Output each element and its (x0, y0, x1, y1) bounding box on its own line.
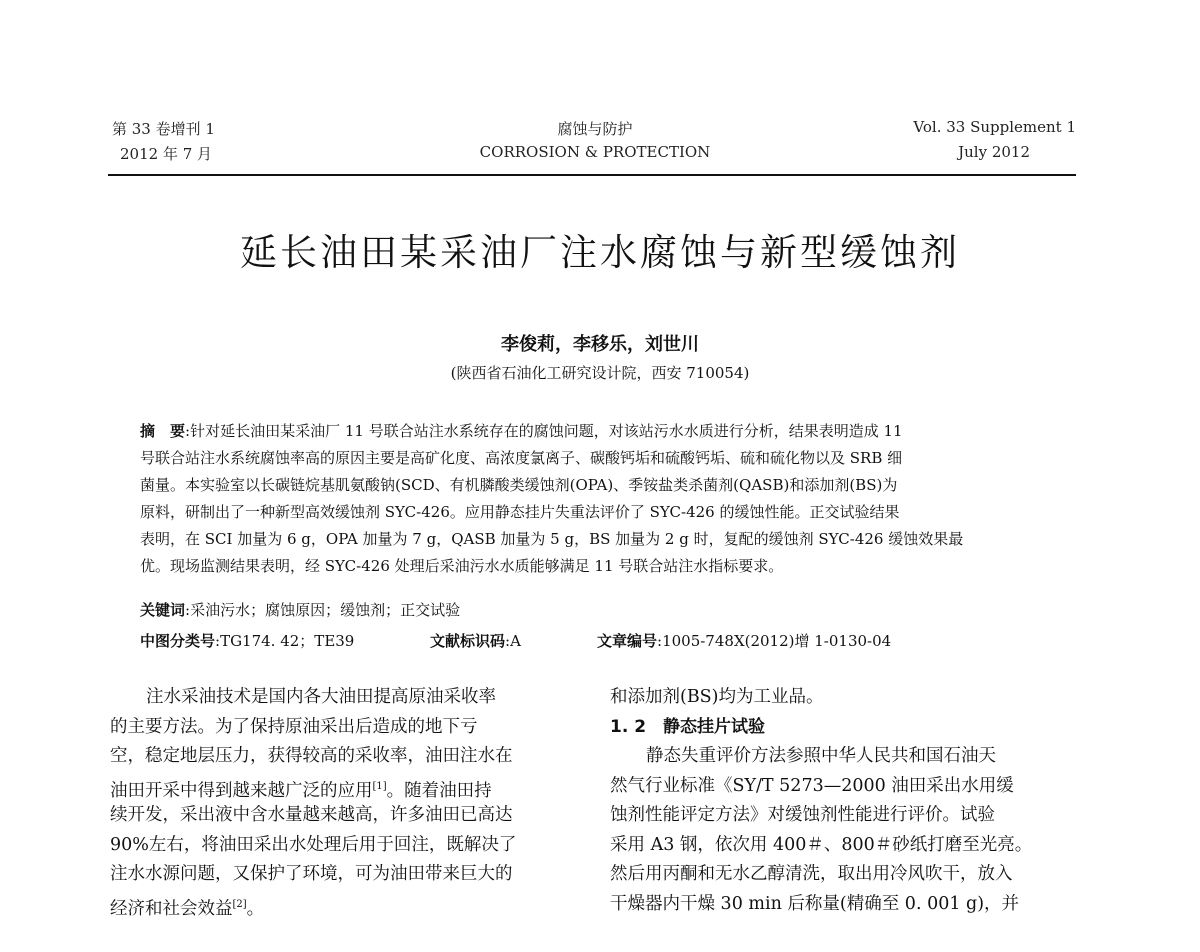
body-line: 90%左右，将油田采出水处理后用于回注，既解决了 (110, 834, 517, 855)
body-line: 注水水源问题，又保护了环境，可为油田带来巨大的 (110, 864, 513, 884)
body-line: 静态失重评价方法参照中华人民共和国石油天 (646, 746, 996, 766)
abstract-label: 摘 要 (140, 422, 186, 440)
abstract-line: 原料，研制出了一种新型高效缓蚀剂 SYC-426。应用静态挂片失重法评价了 SYC-426 的缓蚀性能。正交试验结果 (140, 503, 900, 521)
header-volume-en: Vol. 33 Supplement 1 (913, 118, 1076, 136)
body-line: 然后用丙酮和无水乙醇清洗，取出用冷风吹干，放入 (610, 864, 1013, 884)
clc-label: 中图分类号 (140, 632, 216, 650)
clc-number (140, 630, 354, 651)
left-column (110, 683, 580, 919)
article-value: :1005-748X(2012)增 1-0130-04 (657, 632, 892, 650)
body-line: 的主要方法。为了保持原油采出后造成的地下亏 (110, 716, 478, 737)
header-rule (108, 174, 1076, 176)
doc-value: :A (505, 632, 521, 650)
article-label: 文章编号 (597, 632, 658, 650)
authors: 李俊莉，李移乐，刘世川 (501, 334, 699, 355)
abstract-line: 优。现场监测结果表明，经 SYC-426 处理后采油污水水质能够满足 11 号联合站注水指标要求。 (140, 557, 784, 575)
body-line: 干燥器内干燥 30 min 后称量(精确至 0. 001 g)，并 (610, 893, 1020, 914)
body-line: 蚀剂性能评定方法》对缓蚀剂性能进行评价。试验 (610, 805, 995, 825)
keywords-label: 关键词 (140, 601, 186, 619)
article-number (597, 630, 891, 651)
body-line: 续开发，采出液中含水量越来越高，许多油田已高达 (110, 805, 513, 825)
doc-label: 文献标识码 (430, 632, 506, 650)
body-line: 油田开采中得到越来越广泛的应用[1]。随着油田持 (110, 780, 492, 801)
body-line: 和添加剂(BS)均为工业品。 (610, 687, 824, 707)
keywords-text: :采油污水；腐蚀原因；缓蚀剂；正交试验 (185, 601, 461, 619)
abstract (140, 418, 1050, 580)
abstract-line (140, 418, 1050, 445)
abstract-line: 菌量。本实验室以长碳链烷基肌氨酸钠(SCD、有机膦酸类缓蚀剂(OPA)、季铵盐类杀菌剂(QASB)和添加剂(BS)为 (140, 476, 898, 494)
header-date: 2012 年 7 月 (120, 145, 213, 163)
body-line: 然气行业标准《SY/T 5273—2000 油田采出水用缓 (610, 775, 1014, 796)
doc-code (430, 630, 521, 651)
header-volume: 第 33 卷增刊 1 (112, 120, 215, 138)
abstract-text: :针对延长油田某采油厂 11 号联合站注水系统存在的腐蚀问题，对该站污水水质进行分析，结果表明造成 11 (185, 422, 903, 440)
abstract-line: 表明，在 SCI 加量为 6 g，OPA 加量为 7 g，QASB 加量为 5 g，BS 加量为 2 g 时，复配的缓蚀剂 SYC-426 缓蚀效果最 (140, 530, 964, 548)
keywords (140, 599, 460, 620)
header-journal-en: CORROSION & PROTECTION (479, 143, 711, 161)
body-line: 经济和社会效益[2]。 (110, 898, 265, 919)
abstract-line: 号联合站注水系统腐蚀率高的原因主要是高矿化度、高浓度氯离子、碳酸钙垢和硫酸钙垢、硫和硫化物以及 SRB 细 (140, 449, 903, 467)
body-line: 空，稳定地层压力，获得较高的采收率，油田注水在 (110, 746, 513, 766)
affiliation: (陕西省石油化工研究设计院，西安 710054) (450, 364, 750, 382)
section-heading: 1. 2 静态挂片试验 (610, 716, 766, 737)
clc-value: :TG174. 42；TE39 (215, 632, 355, 650)
body-line: 采用 A3 钢，依次用 400＃、800＃砂纸打磨至光亮。 (610, 834, 1033, 855)
body-line: 注水采油技术是国内各大油田提高原油采收率 (146, 687, 496, 707)
header-journal-cn: 腐蚀与防护 (557, 120, 633, 138)
header-date-en: July 2012 (958, 143, 1030, 161)
paper-title: 延长油田某采油厂注水腐蚀与新型缓蚀剂 (240, 231, 960, 274)
right-column (610, 683, 1080, 919)
